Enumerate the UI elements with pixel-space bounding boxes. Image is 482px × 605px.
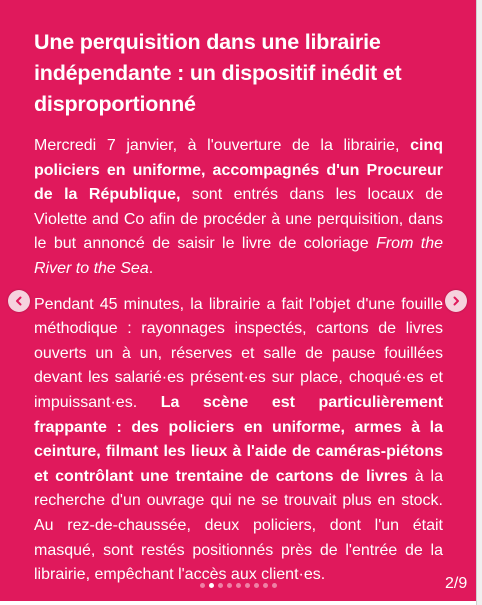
- carousel-dots: [200, 583, 277, 588]
- paragraph-1-text-c: sont entrés dans les locaux de Violette and Co afin de procéder à une perquisition, dans le but annoncé de saisir le livre de coloriage: [34, 186, 443, 253]
- chevron-right-icon: [450, 295, 462, 307]
- paragraph-1-text-e: .: [148, 259, 154, 277]
- slide-content: [34, 27, 443, 599]
- carousel-dot[interactable]: [272, 583, 277, 588]
- carousel-dot[interactable]: [245, 583, 250, 588]
- paragraph-1-text-a: Mercredi 7 janvier, à l'ouverture de la librairie,: [34, 137, 411, 154]
- book-title: From the River to the Sea: [34, 235, 444, 277]
- carousel-dot-active[interactable]: [209, 583, 214, 588]
- headline: Une perquisition dans une librairie indépendante : un dispositif inédit et disproportionné: [34, 30, 402, 116]
- next-slide-button[interactable]: [445, 290, 467, 312]
- carousel-dot[interactable]: [218, 583, 223, 588]
- carousel-dot[interactable]: [227, 583, 232, 588]
- paragraph-2-text-a: Pendant 45 minutes, la librairie a fait l'objet d'une fouille méthodique : rayonnages inspectés, cartons de livres ouverts un à un, réserves et salle de pause fouillées devant les salarié·es présent·es sur place, choqué·es et impuissant·es.: [34, 295, 443, 411]
- carousel-dot[interactable]: [254, 583, 259, 588]
- paragraph-2: [34, 293, 443, 588]
- paragraph-2-bold: La scène est particulièrement frappante : des policiers en uniforme, armes à la ceinture, filmant les lieux à l'aide de caméras-piétons et contrôlant une trentaine de cartons de livres: [34, 393, 444, 485]
- paragraph-1-bold: cinq policiers en uniforme, accompagnés d'un Procureur de la République,: [34, 137, 443, 204]
- carousel-dot[interactable]: [200, 583, 205, 588]
- chevron-left-icon: [13, 295, 25, 307]
- paragraph-1: [34, 134, 443, 282]
- viewport-edge: [476, 0, 482, 605]
- page-counter: 2/9: [445, 575, 468, 592]
- carousel-dot[interactable]: [236, 583, 241, 588]
- paragraph-2-text-c: à la recherche d'un ouvrage qui ne se trouvait plus en stock. Au rez-de-chaussée, deux policiers, dont l'un était masqué, sont restés positionnés près de l'entrée de la librairie, empêchant l'accès aux client·es.: [34, 467, 443, 584]
- carousel-dot[interactable]: [263, 583, 268, 588]
- previous-slide-button[interactable]: [8, 290, 30, 312]
